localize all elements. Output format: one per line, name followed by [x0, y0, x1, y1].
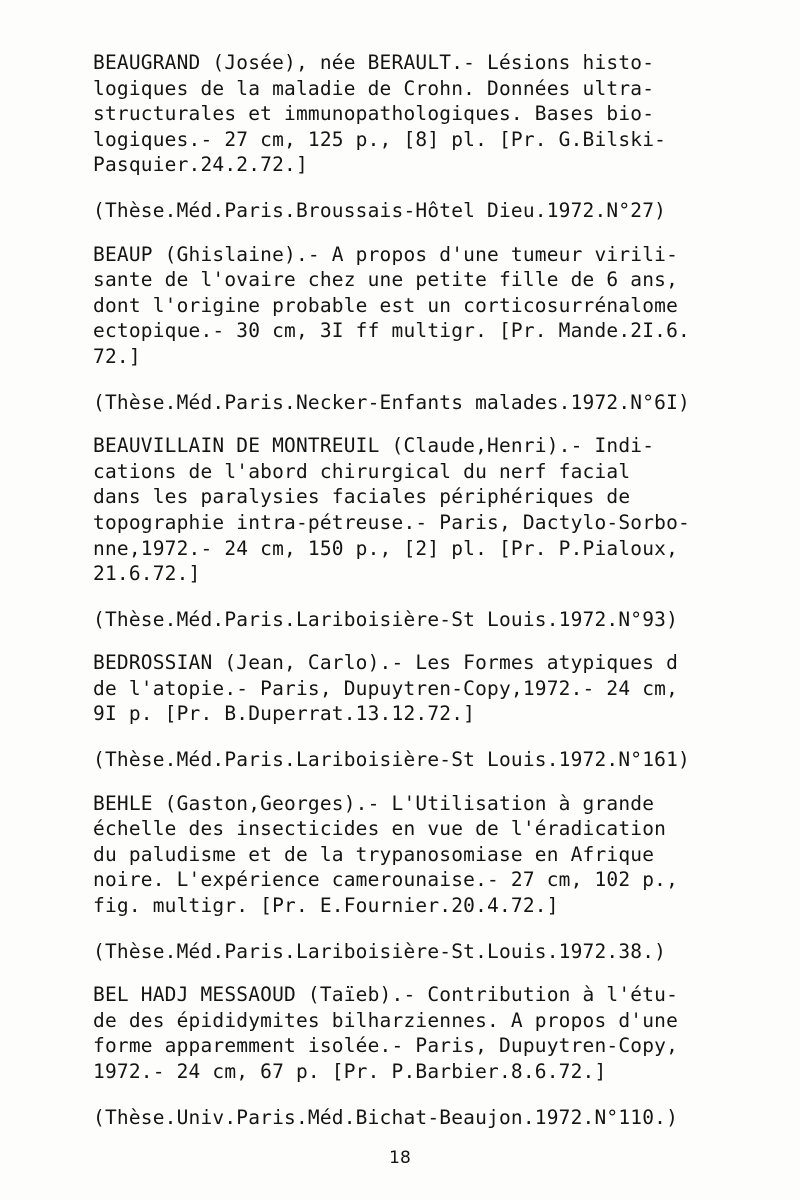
- entry-line: dont l'origine probable est un corticosurrénalome: [93, 293, 679, 317]
- entry-text: [93, 650, 723, 727]
- entry-line: 9I p. [Pr. B.Duperrat.13.12.72.]: [93, 702, 476, 726]
- entry-line: ectopique.- 30 cm, 3I ff multigr. [Pr. Mande.2I.6.: [93, 319, 690, 343]
- entry-reference: (Thèse.Méd.Paris.Lariboisière-St.Louis.1972.38.): [93, 939, 667, 963]
- entry-line: structurales et immunopathologiques. Bases bio-: [93, 102, 655, 126]
- entry-line: nne,1972.- 24 cm, 150 p., [2] pl. [Pr. P.Pialoux,: [93, 536, 679, 560]
- entry-reference: (Thèse.Méd.Paris.Broussais-Hôtel Dieu.1972.N°27): [93, 198, 667, 222]
- entry-line: Pasquier.24.2.72.]: [93, 153, 308, 177]
- entry-reference: (Thèse.Méd.Paris.Lariboisière-St Louis.1972.N°93): [93, 607, 679, 631]
- entry-line: logiques.- 27 cm, 125 p., [8] pl. [Pr. G.Bilski-: [93, 127, 667, 151]
- entry-line: de des épididymites bilharziennes. A propos d'une: [93, 1008, 679, 1032]
- entry-line: du paludisme et de la trypanosomiase en Afrique: [93, 842, 655, 866]
- thesis-entry-behle: [93, 791, 723, 965]
- entry-line: échelle des insecticides en vue de l'éradication: [93, 817, 667, 841]
- entry-line: 72.]: [93, 344, 141, 368]
- entry-line: cations de l'abord chirurgical du nerf facial: [93, 459, 631, 483]
- entry-line: fig. multigr. [Pr. E.Fournier.20.4.72.]: [93, 894, 559, 918]
- thesis-entry-bedrossian: [93, 650, 723, 772]
- entry-text: [93, 242, 723, 370]
- entry-reference: (Thèse.Méd.Paris.Lariboisière-St Louis.1972.N°161): [93, 748, 690, 772]
- entry-line: forme apparemment isolée.- Paris, Dupuytren-Copy,: [93, 1034, 679, 1058]
- entry-line: BEHLE (Gaston,Georges).- L'Utilisation à grande: [93, 791, 655, 815]
- entry-line: 1972.- 24 cm, 67 p. [Pr. P.Barbier.8.6.72.]: [93, 1060, 607, 1083]
- entry-line: de l'atopie.- Paris, Dupuytren-Copy,1972.- 24 cm,: [93, 676, 679, 700]
- entry-reference: (Thèse.Méd.Paris.Necker-Enfants malades.1972.N°6I): [93, 390, 690, 414]
- entry-line: BEDROSSIAN (Jean, Carlo).- Les Formes atypiques d: [93, 651, 679, 675]
- entry-line: logiques de la maladie de Crohn. Données ultra-: [93, 76, 655, 100]
- thesis-entry-beauvillain: [93, 433, 723, 632]
- entry-line: noire. L'expérience camerounaise.- 27 cm, 102 p.,: [93, 868, 679, 892]
- entry-line: BEAUP (Ghislaine).- A propos d'une tumeur virili-: [93, 242, 679, 266]
- thesis-entry-beaup: [93, 242, 723, 416]
- entry-line: BEL HADJ MESSAOUD (Taïeb).- Contribution à l'étu-: [93, 983, 679, 1007]
- thesis-entry-beaugrand: [93, 50, 723, 224]
- thesis-entry-bel-hadj-messaoud: [93, 982, 723, 1130]
- entry-line: topographie intra-pétreuse.- Paris, Dactylo-Sorbo-: [93, 510, 690, 534]
- entry-text: [93, 433, 723, 587]
- entry-line: 21.6.72.]: [93, 562, 201, 586]
- entry-line: sante de l'ovaire chez une petite fille de 6 ans,: [93, 268, 679, 292]
- entry-line: BEAUGRAND (Josée), née BERAULT.- Lésions histo-: [93, 51, 655, 74]
- entry-reference: (Thèse.Univ.Paris.Méd.Bichat-Beaujon.1972.N°110.): [93, 1105, 679, 1129]
- entry-text: [93, 791, 723, 919]
- entry-line: dans les paralysies faciales périphériques de: [93, 485, 631, 509]
- page-number: 18: [389, 1148, 411, 1168]
- entry-text: [93, 982, 723, 1084]
- entry-text: [93, 50, 723, 178]
- thesis-entries-list: [93, 50, 723, 1148]
- entry-line: BEAUVILLAIN DE MONTREUIL (Claude,Henri).- Indi-: [93, 434, 655, 458]
